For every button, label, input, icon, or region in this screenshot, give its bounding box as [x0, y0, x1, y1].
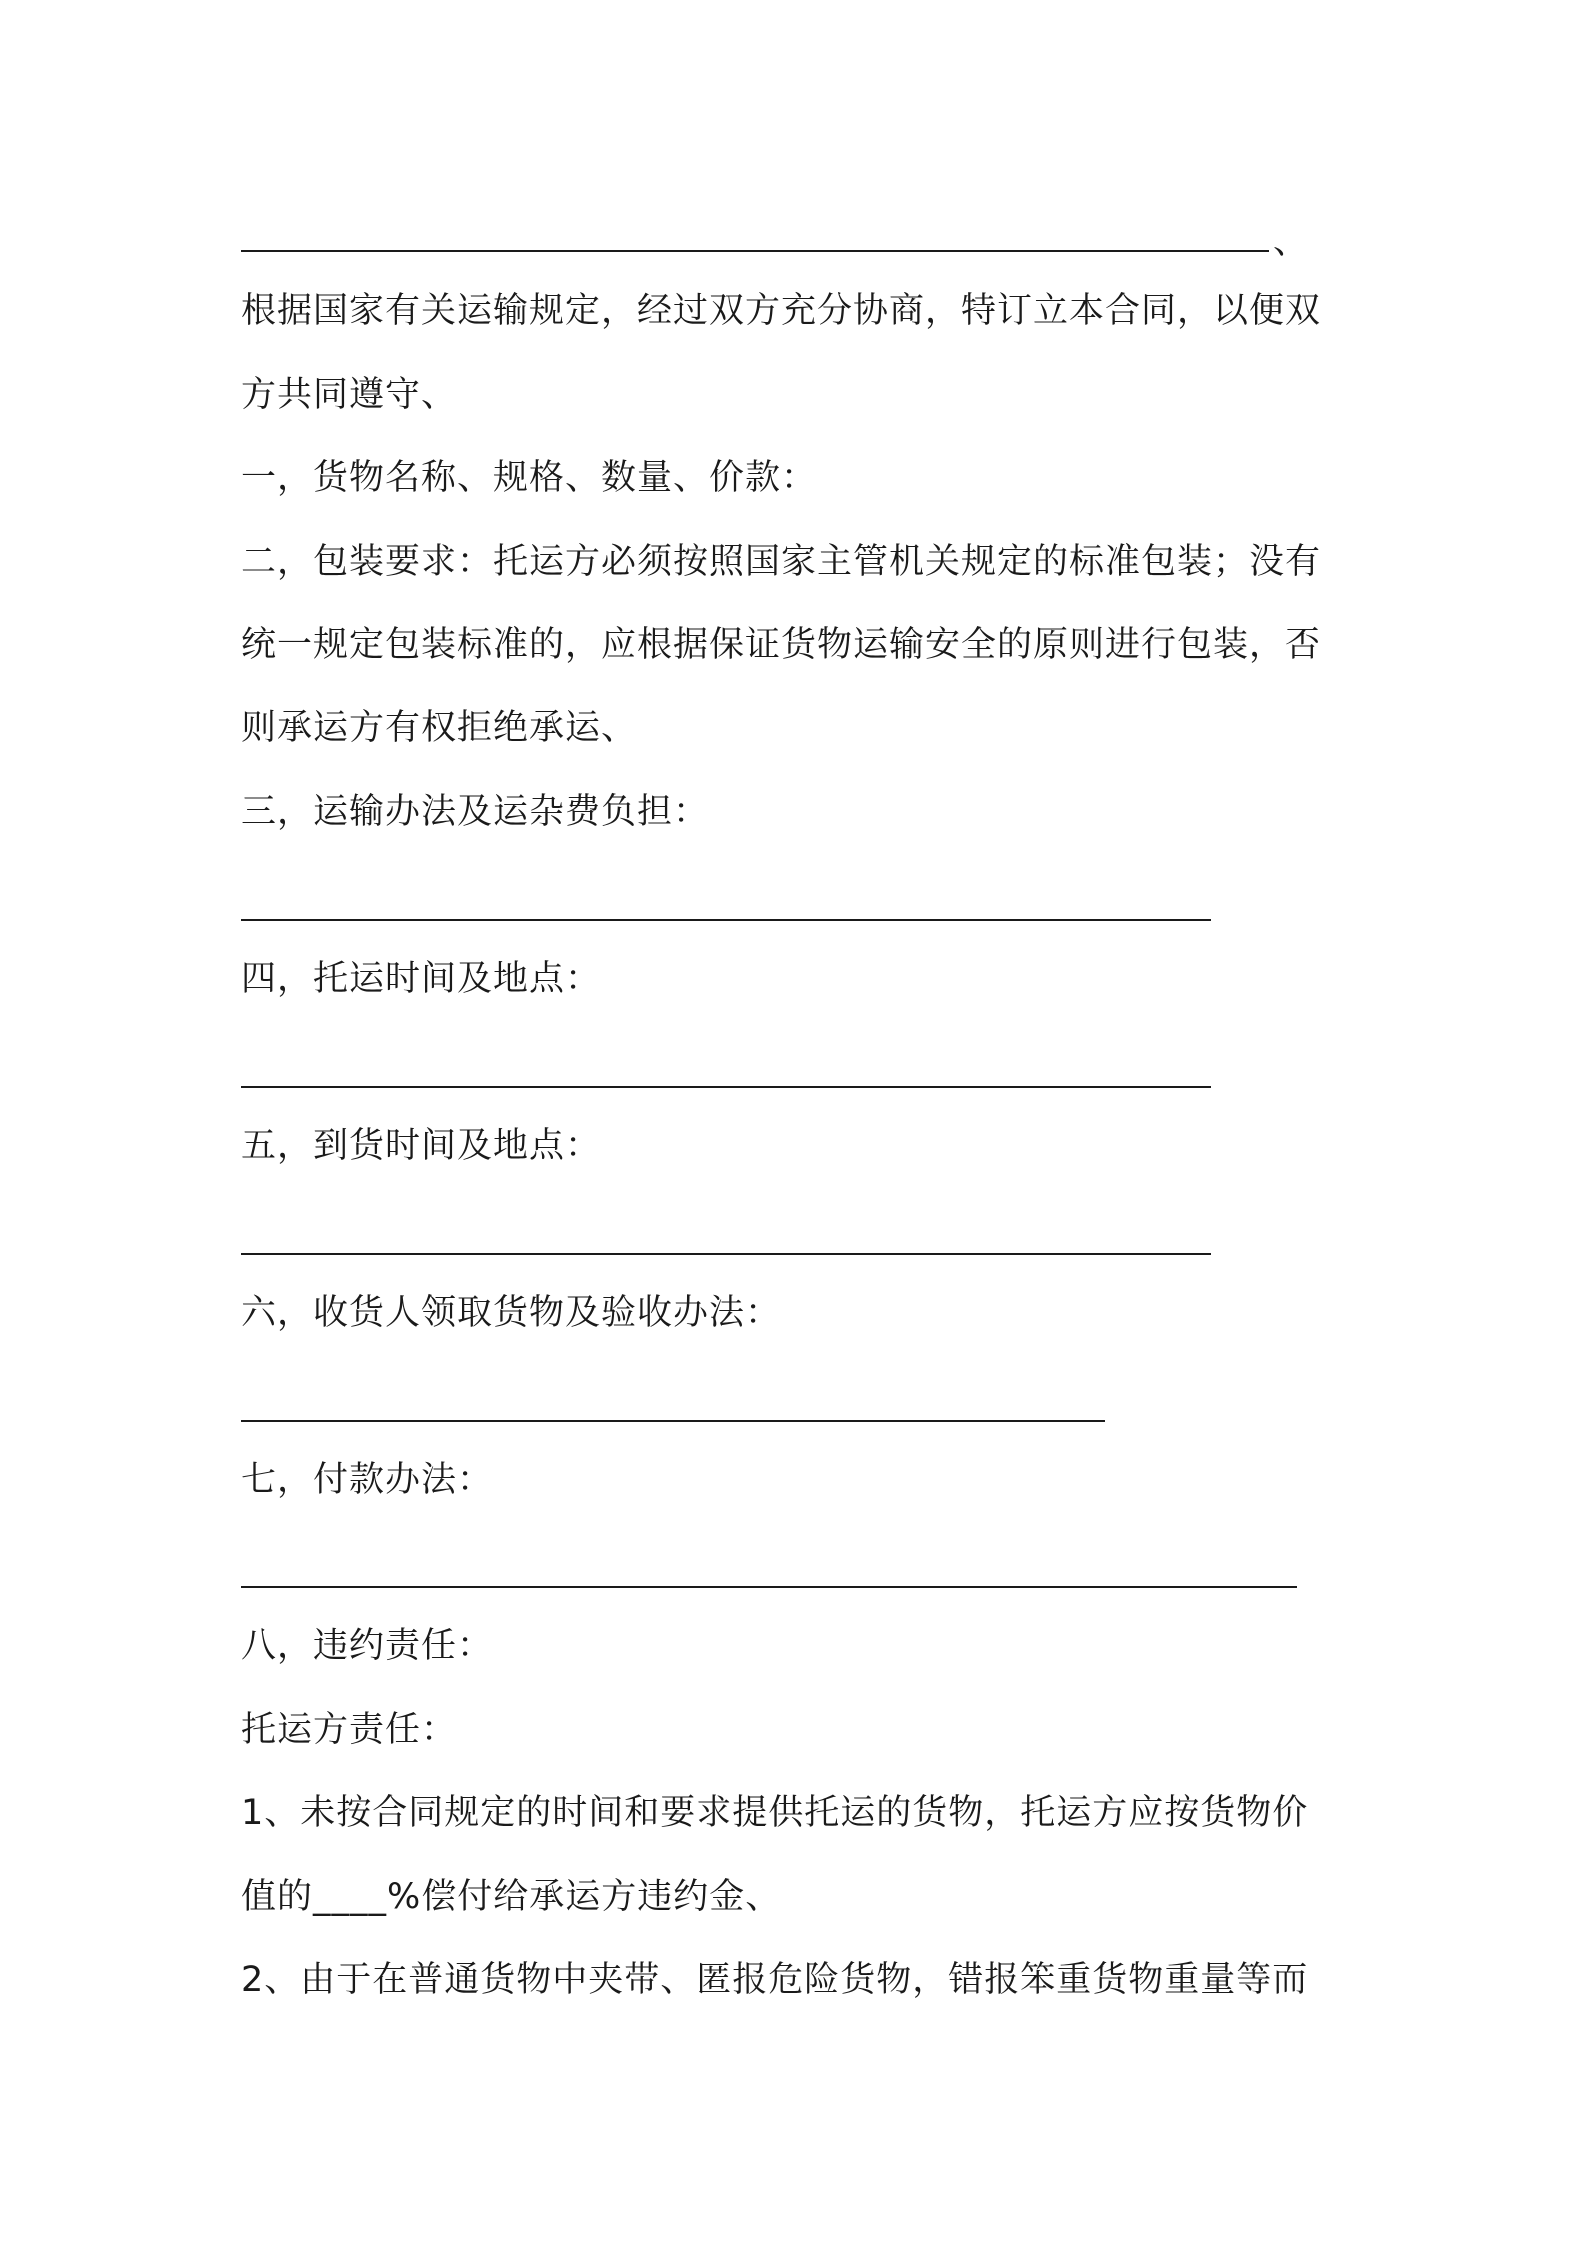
clause-3-fill-in-blank [241, 919, 1211, 921]
liability-item-1-line-2: 值的____%偿付给承运方违约金、 [241, 1877, 782, 1917]
clause-5-heading: 五，到货时间及地点： [241, 1126, 602, 1166]
clause-7-heading: 七，付款办法： [241, 1460, 494, 1500]
paragraph-line-1: 根据国家有关运输规定，经过双方充分协商，特订立本合同，以便双 [241, 291, 1322, 331]
clause-6-heading: 六，收货人领取货物及验收办法： [241, 1293, 782, 1333]
clause-7-fill-in-blank [241, 1586, 1297, 1588]
clause-8-heading: 八，违约责任： [241, 1626, 494, 1666]
top-blank-tail-mark: 、 [1273, 222, 1309, 262]
clause-1-heading: 一，货物名称、规格、数量、价款： [241, 458, 818, 498]
liability-item-2-line-1: 2、由于在普通货物中夹带、匿报危险货物，错报笨重货物重量等而 [241, 1960, 1309, 2000]
liability-item-1-line-1: 1、未按合同规定的时间和要求提供托运的货物，托运方应按货物价 [241, 1793, 1309, 1833]
clause-6-fill-in-blank [241, 1420, 1105, 1422]
clause-2-line-1: 二，包装要求：托运方必须按照国家主管机关规定的标准包装；没有 [241, 542, 1322, 582]
clause-4-fill-in-blank [241, 1086, 1211, 1088]
fill-in-blank-top [241, 250, 1269, 252]
clause-3-heading: 三，运输办法及运杂费负担： [241, 792, 710, 832]
clause-5-fill-in-blank [241, 1253, 1211, 1255]
clause-2-line-2: 统一规定包装标准的，应根据保证货物运输安全的原则进行包装，否 [241, 625, 1322, 665]
shipper-liability-heading: 托运方责任： [241, 1710, 458, 1750]
paragraph-line-2: 方共同遵守、 [241, 375, 458, 415]
clause-4-heading: 四，托运时间及地点： [241, 959, 602, 999]
clause-2-line-3: 则承运方有权拒绝承运、 [241, 708, 638, 748]
